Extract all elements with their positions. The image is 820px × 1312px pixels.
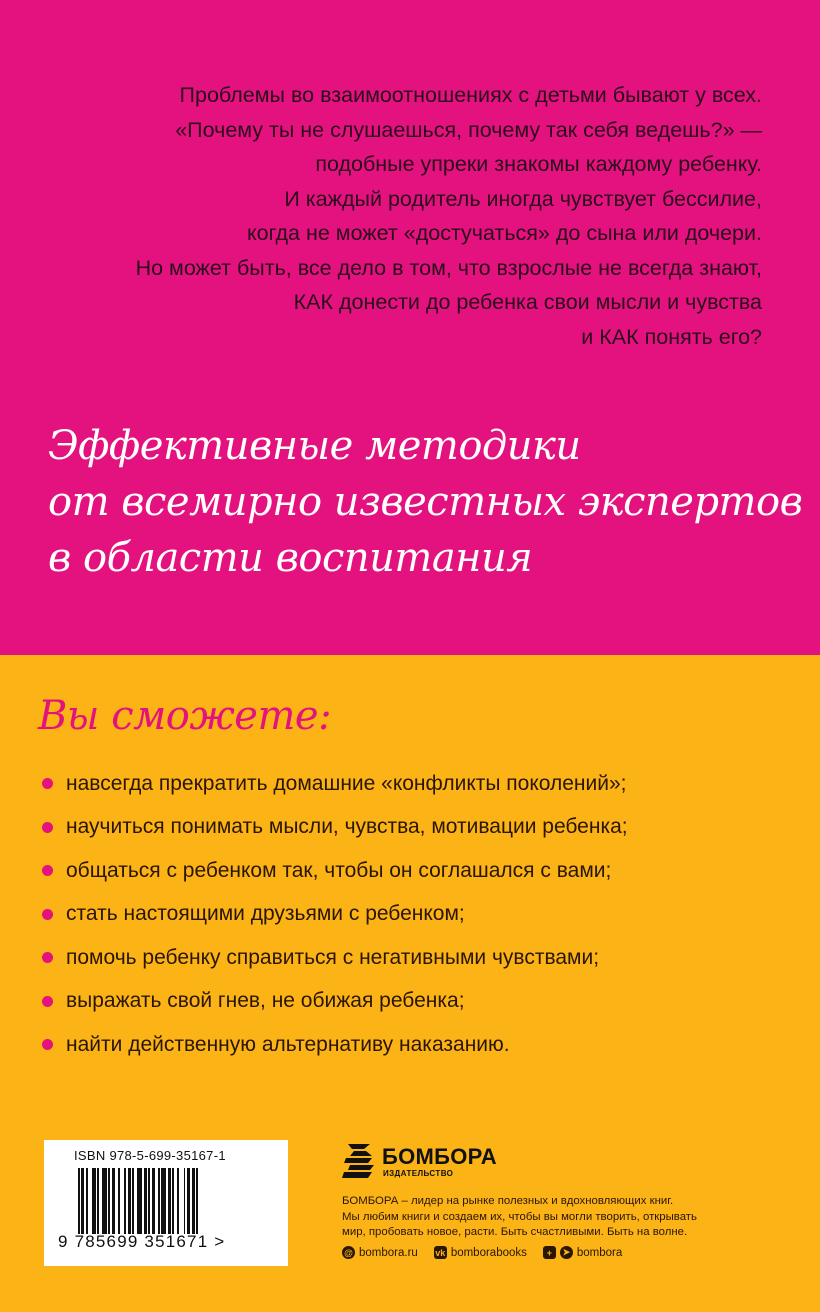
vk-link-text: bomborabooks	[450, 1246, 527, 1259]
barcode-bar	[132, 1168, 134, 1234]
bullet-dot-icon	[42, 1039, 53, 1050]
bullet-dot-icon	[42, 996, 53, 1007]
benefits-heading: Вы сможете:	[38, 693, 332, 739]
intro-line: Но может быть, все дело в том, что взрослые не всегда знают,	[135, 255, 762, 280]
list-item	[42, 806, 802, 850]
barcode-digits: 9 785699 351671 >	[58, 1232, 226, 1251]
bullet-dot-icon	[42, 909, 53, 920]
barcode-bar	[112, 1168, 115, 1234]
barcode-bar	[78, 1168, 80, 1234]
list-item	[42, 762, 802, 806]
slogan	[48, 418, 803, 586]
barcode-bar	[158, 1168, 160, 1234]
barcode-bar	[128, 1168, 131, 1234]
publisher-subtitle: ИЗДАТЕЛЬСТВО	[383, 1169, 454, 1178]
barcode-bars	[78, 1168, 254, 1234]
messenger-link-text: bombora	[576, 1246, 623, 1259]
slogan-line: в области воспитания	[48, 535, 533, 581]
bullet-dot-icon	[42, 865, 53, 876]
barcode-bar	[92, 1168, 95, 1234]
add-icon: +	[543, 1246, 556, 1259]
publisher-description	[342, 1194, 782, 1241]
list-item	[42, 893, 802, 937]
barcode-bar	[152, 1168, 155, 1234]
list-item	[42, 849, 802, 893]
vk-link[interactable]	[434, 1246, 527, 1259]
description-line: мир, пробовать новое, расти. Быть счастливыми. Быть на волне.	[342, 1226, 688, 1238]
list-item-text: помочь ребенку справиться с негативными чувствами;	[66, 945, 600, 969]
intro-line: КАК донести до ребенка свои мысли и чувства	[293, 290, 762, 314]
barcode-bar	[86, 1168, 88, 1234]
slogan-line: Эффективные методики	[48, 423, 581, 469]
list-item-text: выражать свой гнев, не обижая ребенка;	[66, 989, 465, 1013]
messenger-link[interactable]	[543, 1246, 622, 1259]
barcode-bar	[81, 1168, 84, 1234]
description-line: БОМБОРА – лидер на рынке полезных и вдохновляющих книг.	[342, 1195, 674, 1207]
slogan-line: от всемирно известных экспертов	[48, 479, 803, 525]
site-link-text: bombora.ru	[359, 1246, 418, 1259]
barcode-bar	[168, 1168, 171, 1234]
intro-line: когда не может «достучаться» до сына или дочери.	[247, 221, 762, 245]
list-item-text: научиться понимать мысли, чувства, мотивации ребенка;	[66, 815, 628, 839]
barcode-bar	[196, 1168, 198, 1234]
isbn-text: ISBN 978-5-699-35167-1	[74, 1148, 226, 1163]
bullet-dot-icon	[42, 952, 53, 963]
barcode-bar	[148, 1168, 150, 1234]
globe-icon: @	[342, 1246, 355, 1259]
barcode-bar	[172, 1168, 174, 1234]
barcode-bar	[144, 1168, 147, 1234]
list-item	[42, 1023, 802, 1067]
barcode-bar	[102, 1168, 107, 1234]
bullet-dot-icon	[42, 822, 53, 833]
bottom-strip	[0, 1302, 820, 1312]
barcode-bar	[177, 1168, 179, 1234]
social-links	[342, 1246, 638, 1259]
barcode-bar	[137, 1168, 142, 1234]
description-line: Мы любим книги и создаем их, чтобы вы могли творить, открывать	[342, 1210, 697, 1223]
list-item	[42, 980, 802, 1024]
intro-line: И каждый родитель иногда чувствует бессилие,	[284, 186, 762, 211]
barcode-label	[44, 1140, 288, 1266]
vk-icon: vk	[435, 1247, 446, 1258]
list-item-text: найти действенную альтернативу наказанию.	[66, 1032, 510, 1056]
barcode-bar	[118, 1168, 120, 1234]
barcode-bar	[161, 1168, 166, 1234]
barcode-bar	[184, 1168, 186, 1234]
publisher-name: БОМБОРА	[382, 1144, 497, 1169]
telegram-icon: ➤	[560, 1246, 573, 1259]
barcode-bar	[97, 1168, 99, 1234]
bombora-logo-icon	[342, 1140, 376, 1180]
barcode-bar	[124, 1168, 126, 1234]
list-item-text: стать настоящими друзьями с ребенком;	[66, 902, 465, 926]
intro-text	[42, 78, 762, 354]
intro-line: и КАК понять его?	[581, 324, 762, 349]
intro-line: Проблемы во взаимоотношениях с детьми бывают у всех.	[179, 83, 762, 107]
barcode-bar	[192, 1168, 195, 1234]
bullet-dot-icon	[42, 778, 53, 789]
list-item	[42, 936, 802, 980]
intro-line: подобные упреки знакомы каждому ребенку.	[315, 152, 762, 176]
list-item-text: общаться с ребенком так, чтобы он соглашался с вами;	[66, 858, 612, 882]
barcode-bar	[187, 1168, 190, 1234]
benefits-list	[42, 762, 802, 1067]
site-link[interactable]	[342, 1246, 418, 1259]
intro-line: «Почему ты не слушаешься, почему так себя ведешь?» —	[175, 117, 762, 142]
barcode-bar	[108, 1168, 110, 1234]
list-item-text: навсегда прекратить домашние «конфликты поколений»;	[66, 771, 627, 795]
